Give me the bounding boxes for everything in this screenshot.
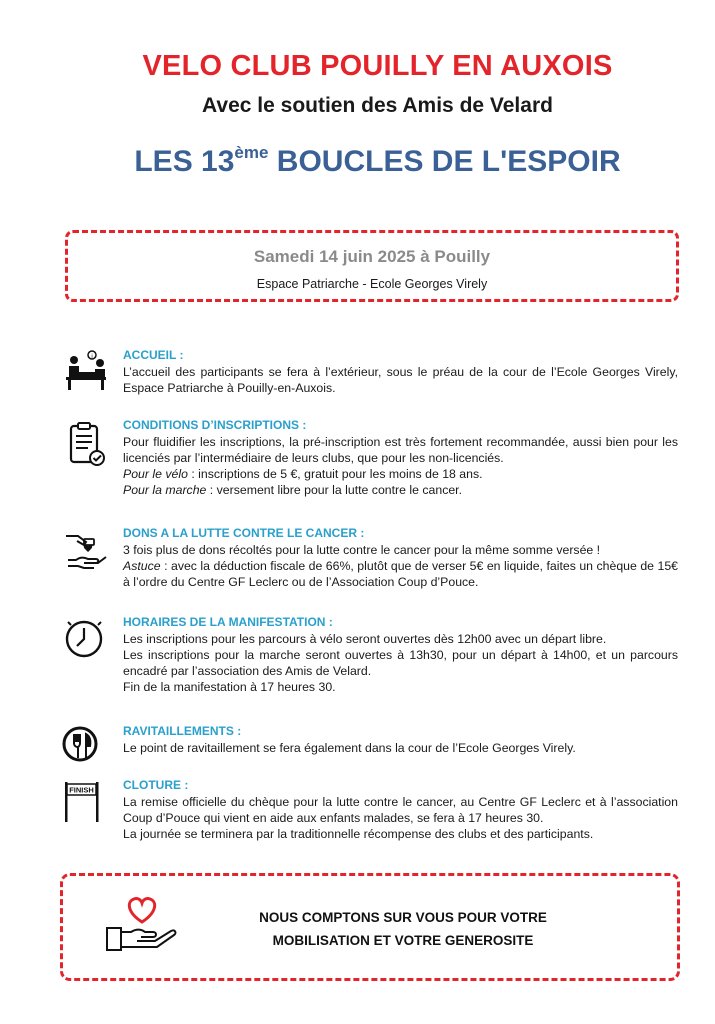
section-line: Fin de la manifestation à 17 heures 30. (123, 680, 336, 694)
section-line (123, 466, 678, 482)
section-heading: CONDITIONS D’INSCRIPTIONS : (123, 418, 307, 432)
call-to-action-box (60, 873, 680, 981)
section-line: Les inscriptions pour la marche seront ouvertes à 13h30, pour un départ à 14h00, et un parcours encadré par l’association des Amis de Velard. (123, 648, 678, 678)
club-title: VELO CLUB POUILLY EN AUXOIS (142, 50, 613, 82)
section-heading: CLOTURE : (123, 778, 189, 792)
section-line (123, 482, 678, 498)
finish-banner-icon (62, 778, 110, 826)
section-line: La journée se terminera par la traditionnelle récompense des clubs et des participants. (123, 827, 594, 841)
section-body (123, 740, 678, 756)
section-line: La remise officielle du chèque pour la lutte contre le cancer, au Centre GF Leclerc et à l’association Coup d’Pouce qui vient en aide aux enfants malades, se fera à 17 heures 30. (123, 795, 678, 825)
support-subtitle: Avec le soutien des Amis de Velard (202, 94, 553, 117)
section-heading: HORAIRES DE LA MANIFESTATION : (123, 615, 333, 629)
section-body (123, 364, 678, 396)
fork-knife-icon (62, 724, 110, 772)
call-to-action-line: MOBILISATION ET VOTRE GENEROSITE (272, 933, 534, 948)
donation-hands-icon (62, 526, 110, 574)
clock-icon (62, 617, 110, 665)
section-line: Les inscriptions pour les parcours à vélo seront ouvertes dès 12h00 avec un départ libre. (123, 632, 607, 646)
section-body (123, 794, 678, 842)
event-title-suffix: BOUCLES DE L'ESPOIR (268, 145, 621, 178)
section-line-text: : inscriptions de 5 €, gratuit pour les moins de 18 ans. (187, 467, 483, 481)
section-line: L’accueil des participants se fera à l’extérieur, sous le préau de la cour de l’Ecole Georges Virely, Espace Patriarche à Pouilly-en-Auxois. (123, 365, 678, 395)
event-title (0, 143, 715, 179)
section-line (123, 558, 678, 590)
event-place: Espace Patriarche - Ecole Georges Virely (256, 277, 488, 291)
section-line: Le point de ravitaillement se fera également dans la cour de l’Ecole Georges Virely. (123, 741, 576, 755)
section-line: Pour fluidifier les inscriptions, la pré-inscription est très fortement recommandée, aussi bien pour les licenciés par l’intermédiaire de leurs clubs, que pour les non-licenciés. (123, 435, 678, 465)
section-line-emphasis: Astuce (123, 559, 161, 573)
section-body (123, 542, 678, 590)
event-date: Samedi 14 juin 2025 à Pouilly (253, 247, 491, 266)
section-line-text: : avec la déduction fiscale de 66%, plutôt que de verser 5€ en liquide, faites un chèque de 15€ à l’ordre du Centre GF Leclerc ou de l’Association Coup d’Pouce. (123, 559, 678, 589)
call-to-action-message (203, 906, 603, 952)
finish-banner-text: FINISH (69, 785, 94, 795)
section-body (123, 631, 678, 695)
date-box (65, 230, 679, 302)
section-line: 3 fois plus de dons récoltés pour la lutte contre le cancer pour la même somme versée ! (123, 543, 601, 557)
event-title-superscript: ème (234, 143, 269, 162)
section-heading: DONS A LA LUTTE CONTRE LE CANCER : (123, 526, 365, 540)
svg-text:i: i (91, 354, 93, 360)
section-heading: ACCUEIL : (123, 348, 184, 362)
section-body (123, 434, 678, 498)
section-line-text: : versement libre pour la lutte contre le cancer. (206, 483, 463, 497)
section-line-emphasis: Pour la marche (123, 483, 207, 497)
call-to-action-line: NOUS COMPTONS SUR VOUS POUR VOTRE (259, 910, 547, 925)
event-title-prefix: LES 13 (134, 145, 235, 178)
heart-hand-icon (103, 888, 181, 958)
section-line-emphasis: Pour le vélo (123, 467, 188, 481)
reception-desk-icon (62, 348, 110, 396)
section-heading: RAVITAILLEMENTS : (123, 724, 242, 738)
clipboard-check-icon (62, 420, 110, 468)
